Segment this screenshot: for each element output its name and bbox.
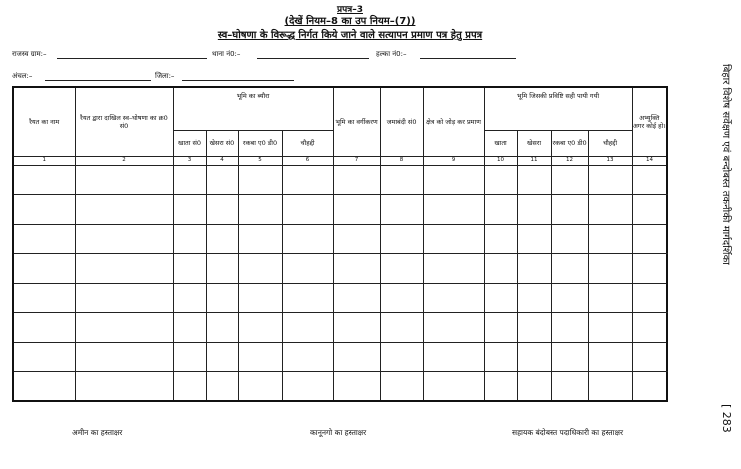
table-row bbox=[13, 195, 667, 224]
column-number: 7 bbox=[333, 156, 380, 165]
thana-no-label: थाना नं0:– bbox=[212, 50, 241, 58]
table-cell[interactable] bbox=[206, 224, 238, 253]
table-cell[interactable] bbox=[173, 342, 206, 371]
table-cell[interactable] bbox=[13, 254, 75, 283]
table-cell[interactable] bbox=[632, 372, 667, 401]
subheader-khesra-2: खेसरा bbox=[517, 131, 551, 156]
table-cell[interactable] bbox=[632, 195, 667, 224]
column-number: 2 bbox=[75, 156, 173, 165]
table-cell[interactable] bbox=[206, 283, 238, 312]
column-number: 14 bbox=[632, 156, 667, 165]
table-cell[interactable] bbox=[206, 313, 238, 342]
table-cell[interactable] bbox=[551, 254, 588, 283]
assistant-officer-signature-label: सहायक बंदोबस्त पदाधिकारी का हस्ताक्षर bbox=[512, 428, 624, 437]
thana-no-line bbox=[257, 58, 369, 59]
table-cell[interactable] bbox=[484, 372, 517, 401]
table-row bbox=[13, 224, 667, 253]
rule-reference: (देखें नियम–8 का उप नियम–(7)) bbox=[284, 16, 416, 27]
table-cell[interactable] bbox=[206, 372, 238, 401]
table-cell[interactable] bbox=[282, 342, 333, 371]
column-number: 3 bbox=[173, 156, 206, 165]
column-number: 6 bbox=[282, 156, 333, 165]
table-cell[interactable] bbox=[588, 254, 632, 283]
table-cell[interactable] bbox=[238, 254, 282, 283]
table-cell[interactable] bbox=[75, 254, 173, 283]
table-cell[interactable] bbox=[282, 165, 333, 194]
header-declaration-no: रैयत द्वारा दाखिल स्व–घोषणा का क्र0 सं0 bbox=[75, 87, 173, 156]
table-cell[interactable] bbox=[423, 313, 484, 342]
table-cell[interactable] bbox=[380, 342, 423, 371]
subheader-khata-2: खाता bbox=[484, 131, 517, 156]
table-cell[interactable] bbox=[13, 372, 75, 401]
table-cell[interactable] bbox=[423, 372, 484, 401]
header-raiyat-name: रैयत का नाम bbox=[13, 87, 75, 156]
header-land-details: भूमि का ब्यौरा bbox=[173, 87, 333, 131]
subheader-chauhaddi-2: चौहद्दी bbox=[588, 131, 632, 156]
column-number: 9 bbox=[423, 156, 484, 165]
table-cell[interactable] bbox=[588, 283, 632, 312]
table-cell[interactable] bbox=[517, 313, 551, 342]
table-cell[interactable] bbox=[173, 165, 206, 194]
amin-signature-label: अमीन का हस्ताक्षर bbox=[72, 428, 123, 437]
table-cell[interactable] bbox=[517, 224, 551, 253]
revenue-village-line bbox=[57, 58, 207, 59]
table-cell[interactable] bbox=[517, 342, 551, 371]
blank-entry-rows bbox=[13, 165, 667, 401]
table-cell[interactable] bbox=[238, 283, 282, 312]
table-cell[interactable] bbox=[173, 195, 206, 224]
table-cell[interactable] bbox=[333, 165, 380, 194]
table-cell[interactable] bbox=[423, 254, 484, 283]
kanungo-signature-label: कानूनगो का हस्ताक्षर bbox=[310, 428, 367, 437]
table-cell[interactable] bbox=[173, 313, 206, 342]
table-cell[interactable] bbox=[75, 224, 173, 253]
column-number: 11 bbox=[517, 156, 551, 165]
table-cell[interactable] bbox=[423, 342, 484, 371]
table-cell[interactable] bbox=[206, 254, 238, 283]
column-number: 8 bbox=[380, 156, 423, 165]
table-cell[interactable] bbox=[588, 372, 632, 401]
table-cell[interactable] bbox=[484, 283, 517, 312]
table-cell[interactable] bbox=[206, 342, 238, 371]
table-cell[interactable] bbox=[75, 313, 173, 342]
table-cell[interactable] bbox=[173, 372, 206, 401]
header-land-category: भूमि का वर्गीकरण bbox=[333, 87, 380, 156]
table-cell[interactable] bbox=[551, 195, 588, 224]
halka-no-line bbox=[420, 58, 516, 59]
anchal-line bbox=[45, 80, 151, 81]
table-cell[interactable] bbox=[517, 283, 551, 312]
verification-table bbox=[12, 86, 668, 402]
table-cell[interactable] bbox=[632, 313, 667, 342]
table-cell[interactable] bbox=[484, 165, 517, 194]
table-cell[interactable] bbox=[423, 224, 484, 253]
table-cell[interactable] bbox=[517, 254, 551, 283]
table-row bbox=[13, 254, 667, 283]
table-cell[interactable] bbox=[333, 342, 380, 371]
table-cell[interactable] bbox=[632, 165, 667, 194]
table-cell[interactable] bbox=[484, 195, 517, 224]
table-cell[interactable] bbox=[517, 195, 551, 224]
table-cell[interactable] bbox=[380, 313, 423, 342]
table-cell[interactable] bbox=[206, 195, 238, 224]
table-cell[interactable] bbox=[632, 254, 667, 283]
table-cell[interactable] bbox=[632, 342, 667, 371]
column-number: 1 bbox=[13, 156, 75, 165]
page-number: [ 283 bbox=[720, 404, 733, 433]
table-cell[interactable] bbox=[75, 283, 173, 312]
header-jamabandi: जमाबंदी सं0 bbox=[380, 87, 423, 156]
table-cell[interactable] bbox=[13, 165, 75, 194]
table-cell[interactable] bbox=[380, 372, 423, 401]
table-cell[interactable] bbox=[333, 254, 380, 283]
table-cell[interactable] bbox=[238, 165, 282, 194]
table-cell[interactable] bbox=[238, 342, 282, 371]
table-cell[interactable] bbox=[588, 165, 632, 194]
table-row bbox=[13, 372, 667, 401]
table-cell[interactable] bbox=[551, 283, 588, 312]
table-cell[interactable] bbox=[173, 224, 206, 253]
table-cell[interactable] bbox=[238, 195, 282, 224]
table-cell[interactable] bbox=[551, 342, 588, 371]
table-cell[interactable] bbox=[551, 165, 588, 194]
header-area-sum: क्षेत्र को जोड़ कर प्रमाण bbox=[423, 87, 484, 156]
header-remarks: अभ्युक्ति अगर कोई हो। bbox=[632, 87, 667, 156]
table-cell[interactable] bbox=[380, 254, 423, 283]
table-cell[interactable] bbox=[632, 283, 667, 312]
table-cell[interactable] bbox=[484, 224, 517, 253]
subheader-khata: खाता सं0 bbox=[173, 131, 206, 156]
table-cell[interactable] bbox=[238, 224, 282, 253]
revenue-village-label: राजस्व ग्राम:– bbox=[12, 50, 47, 58]
table-cell[interactable] bbox=[423, 283, 484, 312]
table-cell[interactable] bbox=[282, 372, 333, 401]
form-number: प्रपत्र–3 bbox=[337, 5, 363, 15]
table-cell[interactable] bbox=[588, 224, 632, 253]
column-number: 13 bbox=[588, 156, 632, 165]
column-number: 10 bbox=[484, 156, 517, 165]
subheader-chauhaddi: चौहद्दी bbox=[282, 131, 333, 156]
table-cell[interactable] bbox=[551, 313, 588, 342]
table-row bbox=[13, 342, 667, 371]
side-note: बिहार विशेष सर्वेक्षण एवं बन्दोबस्त तकनीकी मार्गदर्शिका bbox=[720, 64, 731, 265]
table-cell[interactable] bbox=[484, 313, 517, 342]
table-cell[interactable] bbox=[380, 224, 423, 253]
table-cell[interactable] bbox=[13, 283, 75, 312]
table-cell[interactable] bbox=[282, 224, 333, 253]
table-cell[interactable] bbox=[75, 195, 173, 224]
table-cell[interactable] bbox=[75, 165, 173, 194]
table-cell[interactable] bbox=[380, 195, 423, 224]
table-cell[interactable] bbox=[75, 372, 173, 401]
table-cell[interactable] bbox=[333, 195, 380, 224]
table-cell[interactable] bbox=[75, 342, 173, 371]
table-cell[interactable] bbox=[517, 372, 551, 401]
table-row bbox=[13, 165, 667, 194]
table-cell[interactable] bbox=[423, 165, 484, 194]
header-land-entered: भूमि जिसकी प्रविष्टि सही पायी गयी bbox=[484, 87, 632, 131]
table-cell[interactable] bbox=[333, 313, 380, 342]
table-cell[interactable] bbox=[380, 283, 423, 312]
table-cell[interactable] bbox=[13, 313, 75, 342]
table-cell[interactable] bbox=[588, 313, 632, 342]
form-title: स्व–घोषणा के विरूद्ध निर्गत किये जाने वाले सत्यापन प्रमाण पत्र हेतु प्रपत्र bbox=[217, 30, 483, 41]
table-cell[interactable] bbox=[13, 342, 75, 371]
table-cell[interactable] bbox=[282, 283, 333, 312]
table-cell[interactable] bbox=[173, 254, 206, 283]
table-cell[interactable] bbox=[333, 224, 380, 253]
district-label: जिला:– bbox=[155, 72, 175, 80]
table-cell[interactable] bbox=[333, 372, 380, 401]
table-cell[interactable] bbox=[588, 342, 632, 371]
table-cell[interactable] bbox=[282, 254, 333, 283]
table-cell[interactable] bbox=[173, 283, 206, 312]
table-cell[interactable] bbox=[206, 165, 238, 194]
table-cell[interactable] bbox=[423, 195, 484, 224]
table-row bbox=[13, 313, 667, 342]
table-cell[interactable] bbox=[282, 313, 333, 342]
table-cell[interactable] bbox=[238, 313, 282, 342]
district-line bbox=[182, 80, 294, 81]
table-cell[interactable] bbox=[380, 165, 423, 194]
table-cell[interactable] bbox=[282, 195, 333, 224]
table-cell[interactable] bbox=[632, 224, 667, 253]
table-cell[interactable] bbox=[13, 195, 75, 224]
table-cell[interactable] bbox=[13, 224, 75, 253]
subheader-rakwa-2: रकबा ए0 डी0 bbox=[551, 131, 588, 156]
table-row bbox=[13, 283, 667, 312]
subheader-khesra: खेसरा सं0 bbox=[206, 131, 238, 156]
table-cell[interactable] bbox=[238, 372, 282, 401]
table-cell[interactable] bbox=[484, 342, 517, 371]
table-cell[interactable] bbox=[517, 165, 551, 194]
halka-no-label: हल्का नं0:– bbox=[376, 50, 407, 58]
column-number: 4 bbox=[206, 156, 238, 165]
table-cell[interactable] bbox=[484, 254, 517, 283]
column-number: 5 bbox=[238, 156, 282, 165]
table-cell[interactable] bbox=[551, 224, 588, 253]
subheader-rakwa: रकबा ए0 डी0 bbox=[238, 131, 282, 156]
table-cell[interactable] bbox=[588, 195, 632, 224]
column-number: 12 bbox=[551, 156, 588, 165]
table-cell[interactable] bbox=[333, 283, 380, 312]
anchal-label: अंचल:– bbox=[12, 72, 33, 80]
table-cell[interactable] bbox=[551, 372, 588, 401]
